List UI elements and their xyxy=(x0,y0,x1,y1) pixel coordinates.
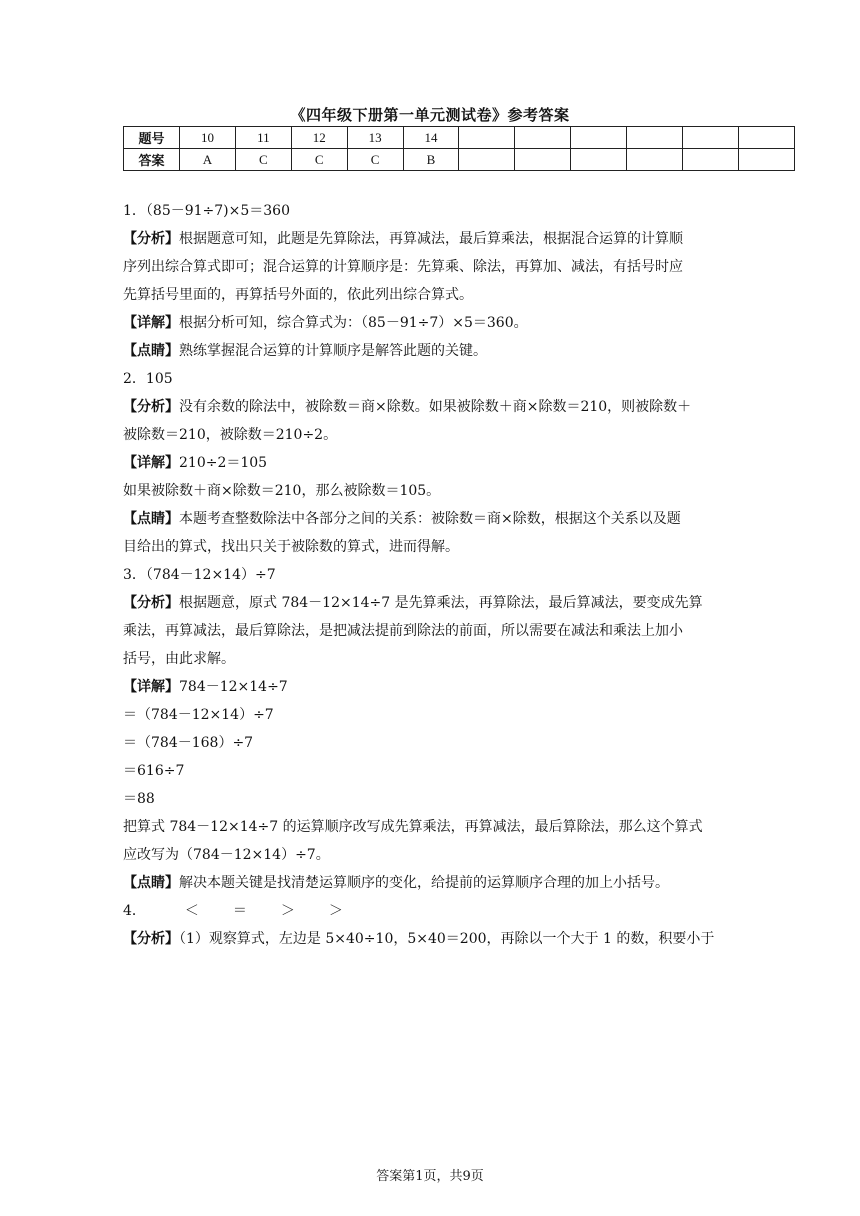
text-line: 2．105 xyxy=(123,371,173,387)
text-line: 应改写为（784－12×14）÷7。 xyxy=(123,847,330,863)
answer-cell xyxy=(627,149,683,171)
question-number-cell: 10 xyxy=(180,127,236,149)
question-number-cell xyxy=(627,127,683,149)
comparison-symbol: ＜ xyxy=(184,903,199,919)
text-line: 【详解】784－12×14÷7 xyxy=(123,679,288,695)
comparison-symbol: ＞ xyxy=(328,903,343,919)
document-title: 《四年级下册第一单元测试卷》参考答案 xyxy=(290,106,570,124)
answer-header: 答案 xyxy=(124,149,180,171)
answer-cell xyxy=(571,149,627,171)
text-line: 乘法，再算减法，最后算除法，是把减法提前到除法的前面，所以需要在减法和乘法上加小 xyxy=(123,623,683,639)
answer-cell xyxy=(683,149,739,171)
answer-cell: A xyxy=(180,149,236,171)
text-line: 先算括号里面的，再算括号外面的，依此列出综合算式。 xyxy=(123,287,473,303)
question-number-cell: 12 xyxy=(291,127,347,149)
text-line: 【分析】根据题意可知，此题是先算除法，再算减法，最后算乘法，根据混合运算的计算顺 xyxy=(123,231,683,247)
comparison-symbol: ＞ xyxy=(280,903,295,919)
comparison-symbol: ＝ xyxy=(232,903,247,919)
text-line: 如果被除数＋商×除数＝210，那么被除数＝105。 xyxy=(123,483,441,499)
answer-cell xyxy=(459,149,515,171)
question-number-cell: 14 xyxy=(403,127,459,149)
text-line: 目给出的算式，找出只关于被除数的算式，进而得解。 xyxy=(123,539,459,555)
answer-cell: C xyxy=(235,149,291,171)
text-line: 【分析】（1）观察算式，左边是 5×40÷10，5×40＝200，再除以一个大于 1 的数，积要小于 xyxy=(123,931,715,947)
text-line: 括号，由此求解。 xyxy=(123,651,235,667)
text-line: ＝（784－12×14）÷7 xyxy=(123,707,274,723)
text-line: ＝88 xyxy=(123,791,155,807)
answer-cell: C xyxy=(291,149,347,171)
text-line: ＝616÷7 xyxy=(123,763,185,779)
q4-answer-line: 4． ＜ ＝ ＞ ＞ xyxy=(123,897,735,925)
question-number-header: 题号 xyxy=(124,127,180,149)
text-line: 序列出综合算式即可；混合运算的计算顺序是：先算乘、除法，再算加、减法，有括号时应 xyxy=(123,259,683,275)
text-line: ＝（784－168）÷7 xyxy=(123,735,254,751)
question-number-cell xyxy=(738,127,794,149)
text-line: 把算式 784－12×14÷7 的运算顺序改写成先算乘法，再算减法，最后算除法，那么这个算式 xyxy=(123,819,703,835)
answer-cell: B xyxy=(403,149,459,171)
question-number-cell xyxy=(571,127,627,149)
text-line: 3．（784－12×14）÷7 xyxy=(123,567,276,583)
answer-row xyxy=(124,149,795,171)
question-number-cell: 11 xyxy=(235,127,291,149)
text-line: 【点睛】熟练掌握混合运算的计算顺序是解答此题的关键。 xyxy=(123,343,487,359)
text-line: 【分析】没有余数的除法中，被除数＝商×除数。如果被除数＋商×除数＝210，则被除数＋ xyxy=(123,399,692,415)
answer-cell xyxy=(515,149,571,171)
answer-cell: C xyxy=(347,149,403,171)
question-number-cell: 13 xyxy=(347,127,403,149)
question-number-cell xyxy=(459,127,515,149)
question-number-row xyxy=(124,127,795,149)
page-footer: 答案第1页，共9页 xyxy=(376,1169,484,1184)
text-line: 【点睛】本题考查整数除法中各部分之间的关系：被除数＝商×除数，根据这个关系以及题 xyxy=(123,511,681,527)
text-line: 【点睛】解决本题关键是找清楚运算顺序的变化，给提前的运算顺序合理的加上小括号。 xyxy=(123,875,669,891)
text-line: 【详解】210÷2＝105 xyxy=(123,455,268,471)
question-number-cell xyxy=(683,127,739,149)
answer-table xyxy=(123,126,795,171)
text-line: 【分析】根据题意，原式 784－12×14÷7 是先算乘法，再算除法，最后算减法，要变成先算 xyxy=(123,595,703,611)
text-line: 被除数＝210，被除数＝210÷2。 xyxy=(123,427,338,443)
answer-explanations xyxy=(123,197,735,953)
text-line: 【详解】根据分析可知，综合算式为：（85－91÷7）×5＝360。 xyxy=(123,315,528,331)
answer-cell xyxy=(738,149,794,171)
question-number-cell xyxy=(515,127,571,149)
text-line: 1．（85－91÷7)×5＝360 xyxy=(123,203,290,219)
